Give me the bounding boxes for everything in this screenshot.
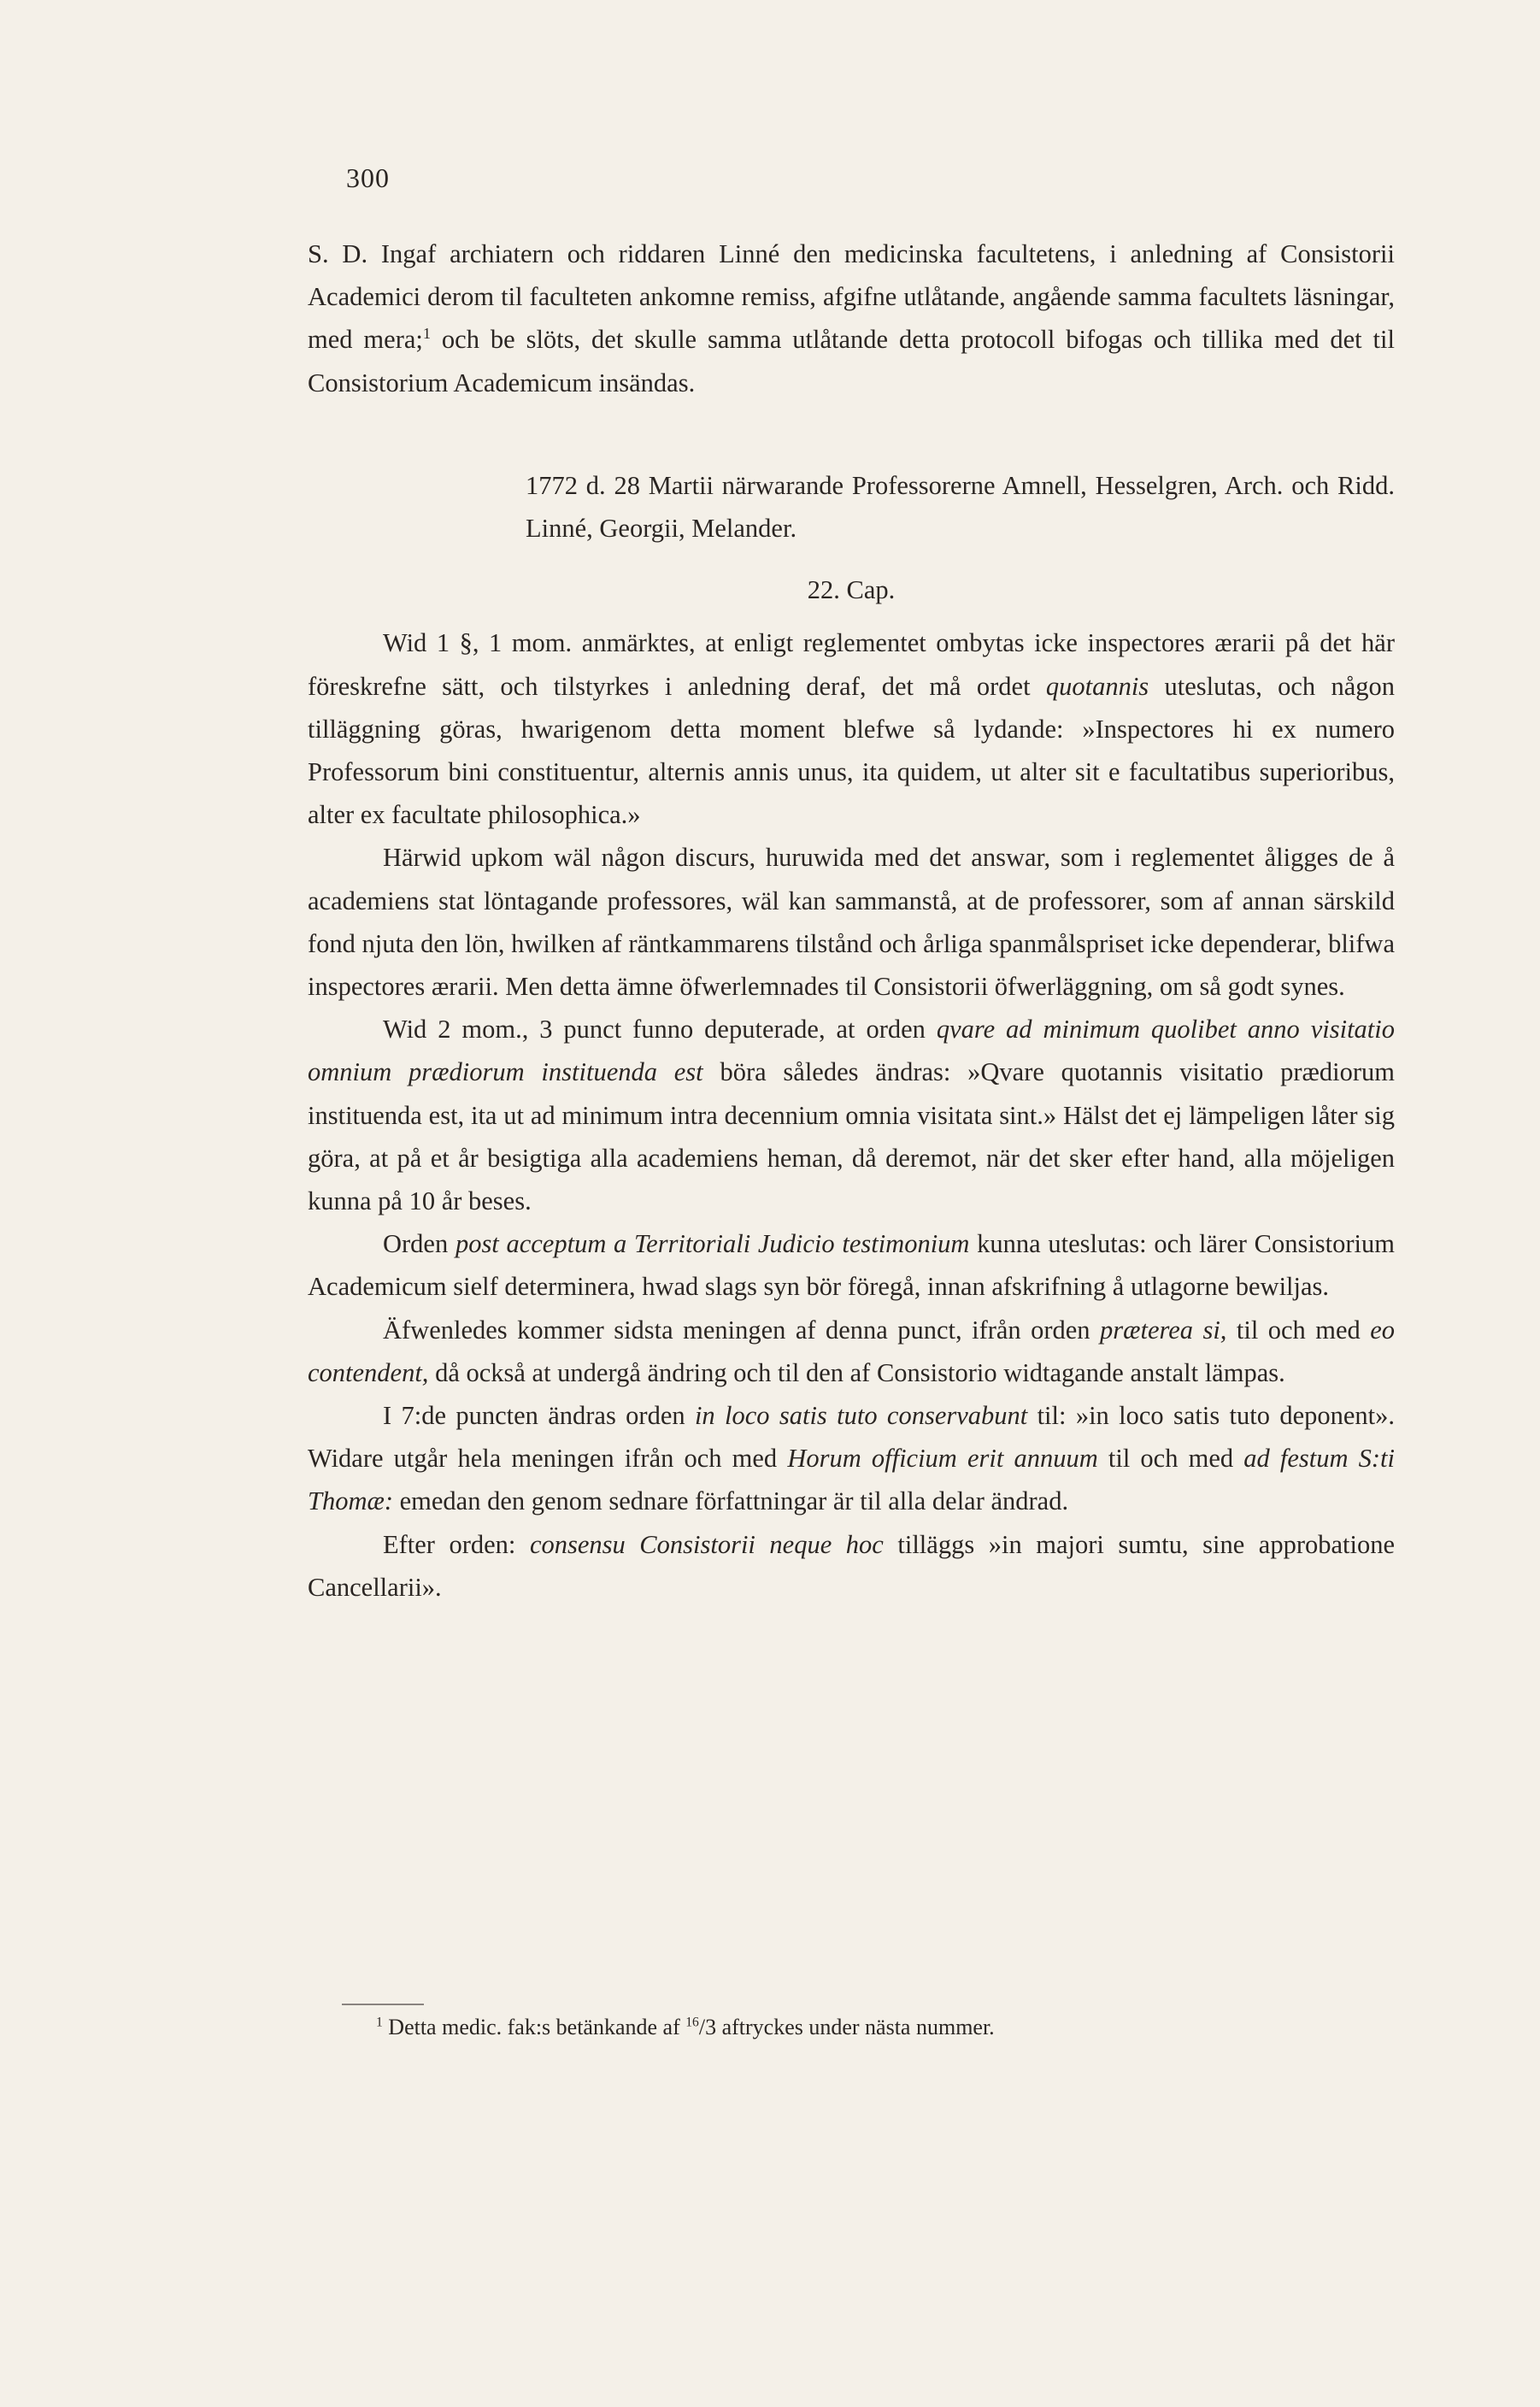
paragraph-seventh-point xyxy=(308,1394,1395,1523)
text-run: /3 aftryckes under nästa nummer. xyxy=(698,2015,995,2039)
text-run: Wid 1 §, 1 mom. anmärktes, at enligt reglementet ombytas icke inspectores ærarii på det här föreskrefne sätt, och tilstyrkes i anledning deraf, det må ordet xyxy=(308,628,1395,701)
session-header xyxy=(526,464,1395,550)
footnote-marker: 16 xyxy=(685,2015,699,2030)
italic-phrase: quotannis xyxy=(1045,671,1149,701)
chapter-heading xyxy=(308,568,1395,611)
text-run: S. D. Ingaf archiatern och riddaren Linné den medicinska facultetens, i anledning af Consistorii Academici derom til faculteten ankomne remiss, afgifne utlåtande, angående samma facultets läsningar, med mera; xyxy=(308,239,1395,355)
text-run: och be slöts, det skulle samma utlåtande detta protocoll bifogas och tillika med det til Consistorium Academicum insändas. xyxy=(308,325,1395,397)
text-run: Äfwenledes kommer sidsta meningen af denna punct, ifrån orden xyxy=(383,1315,1101,1345)
paragraph-consistory-remiss xyxy=(308,232,1395,404)
page-number: 300 xyxy=(346,162,390,193)
text-run: böra således ändras: »Qvare quotannis visitatio prædiorum instituenda est, ita ut ad minimum intra decennium omnia visitata sint.» Hälst det ej lämpeligen låter sig göra, at på et år besigtiga alla academiens heman, då deremot, när det sker efter hand, alla möjeligen kunna på 10 år beses. xyxy=(308,1057,1395,1216)
text-run: emedan den genom sednare författningar är til alla delar ändrad. xyxy=(393,1486,1069,1516)
text-run: då också at undergå ändring och til den af Consistorio widtagande anstalt lämpas. xyxy=(428,1357,1285,1387)
footnote-divider xyxy=(342,2004,424,2005)
paragraph-visitatio xyxy=(308,1008,1395,1222)
footnote-marker: 1 xyxy=(376,2015,383,2030)
text-run: til: »in loco satis tuto deponent». Widare utgår hela meningen ifrån och med xyxy=(308,1401,1395,1474)
italic-phrase: eo contendent, xyxy=(308,1315,1395,1387)
text-run: Detta medic. fak:s betänkande af xyxy=(382,2015,686,2039)
italic-phrase: consensu Consistorii neque hoc xyxy=(529,1529,884,1559)
text-run: Härwid upkom wäl någon discurs, huruwida med det answar, som i reglementet åligges de å academiens stat löntagande professores, wäl kan sammanstå, at de professorer, som af annan särskild fond njuta den lön, hwilken af räntkammarens tilstånd och årliga spanmålspriset icke dependerar, blifwa inspectores ærarii. Men detta ämne öfwerlemnades til Consistorii öfwerläggning, om så godt synes. xyxy=(308,843,1395,1002)
text-run: kunna uteslutas: och lärer Consistorium Academicum sielf determinera, hwad slags syn bör föregå, innan afskrifning å utlagorne bewiljas. xyxy=(308,1229,1396,1302)
paragraph-consensu xyxy=(308,1523,1395,1609)
text-run: 1772 d. 28 Martii närwarande Professorerne Amnell, Hesselgren, Arch. och Ridd. Linné, Georgii, Melander. xyxy=(526,470,1395,544)
text-run: tilläggs »in majori sumtu, sine approbatione Cancellarii». xyxy=(308,1529,1395,1602)
text-run: I 7:de puncten ändras orden xyxy=(383,1401,695,1431)
italic-phrase: ad festum S:ti Thomæ: xyxy=(308,1444,1395,1516)
text-run: Efter orden: xyxy=(383,1529,530,1559)
text-run: til och med xyxy=(1226,1315,1371,1345)
text-run: til och med xyxy=(1097,1444,1244,1474)
footnote-marker: 1 xyxy=(422,325,431,343)
paragraph-inspectores xyxy=(308,621,1395,836)
text-run: uteslutas, och någon tilläggning göras, hwarigenom detta moment blefwe så lydande: »Inspectores hi ex numero Professorum bini constituentur, alternis annis unus, ita quidem, ut alter sit e facultatibus superioribus, alter ex facultate philosophica.» xyxy=(308,671,1396,830)
paragraph-praeterea xyxy=(308,1309,1395,1394)
italic-phrase: in loco satis tuto conservabunt xyxy=(694,1401,1028,1431)
footnote xyxy=(376,2010,1384,2045)
text-run: 22. Cap. xyxy=(807,575,896,605)
body-text xyxy=(308,232,1395,1609)
text-run: Orden xyxy=(383,1229,456,1259)
italic-phrase: præterea si, xyxy=(1100,1315,1227,1345)
italic-phrase: qvare ad minimum quolibet anno visitatio omnium prædiorum instituenda est xyxy=(308,1015,1395,1087)
paragraph-discurs xyxy=(308,836,1395,1008)
text-run: Wid 2 mom., 3 punct funno deputerade, at orden xyxy=(383,1015,937,1045)
italic-phrase: Horum officium erit annuum xyxy=(787,1444,1098,1474)
paragraph-territoriali xyxy=(308,1222,1395,1308)
italic-phrase: post acceptum a Territoriali Judicio testimonium xyxy=(455,1229,970,1259)
